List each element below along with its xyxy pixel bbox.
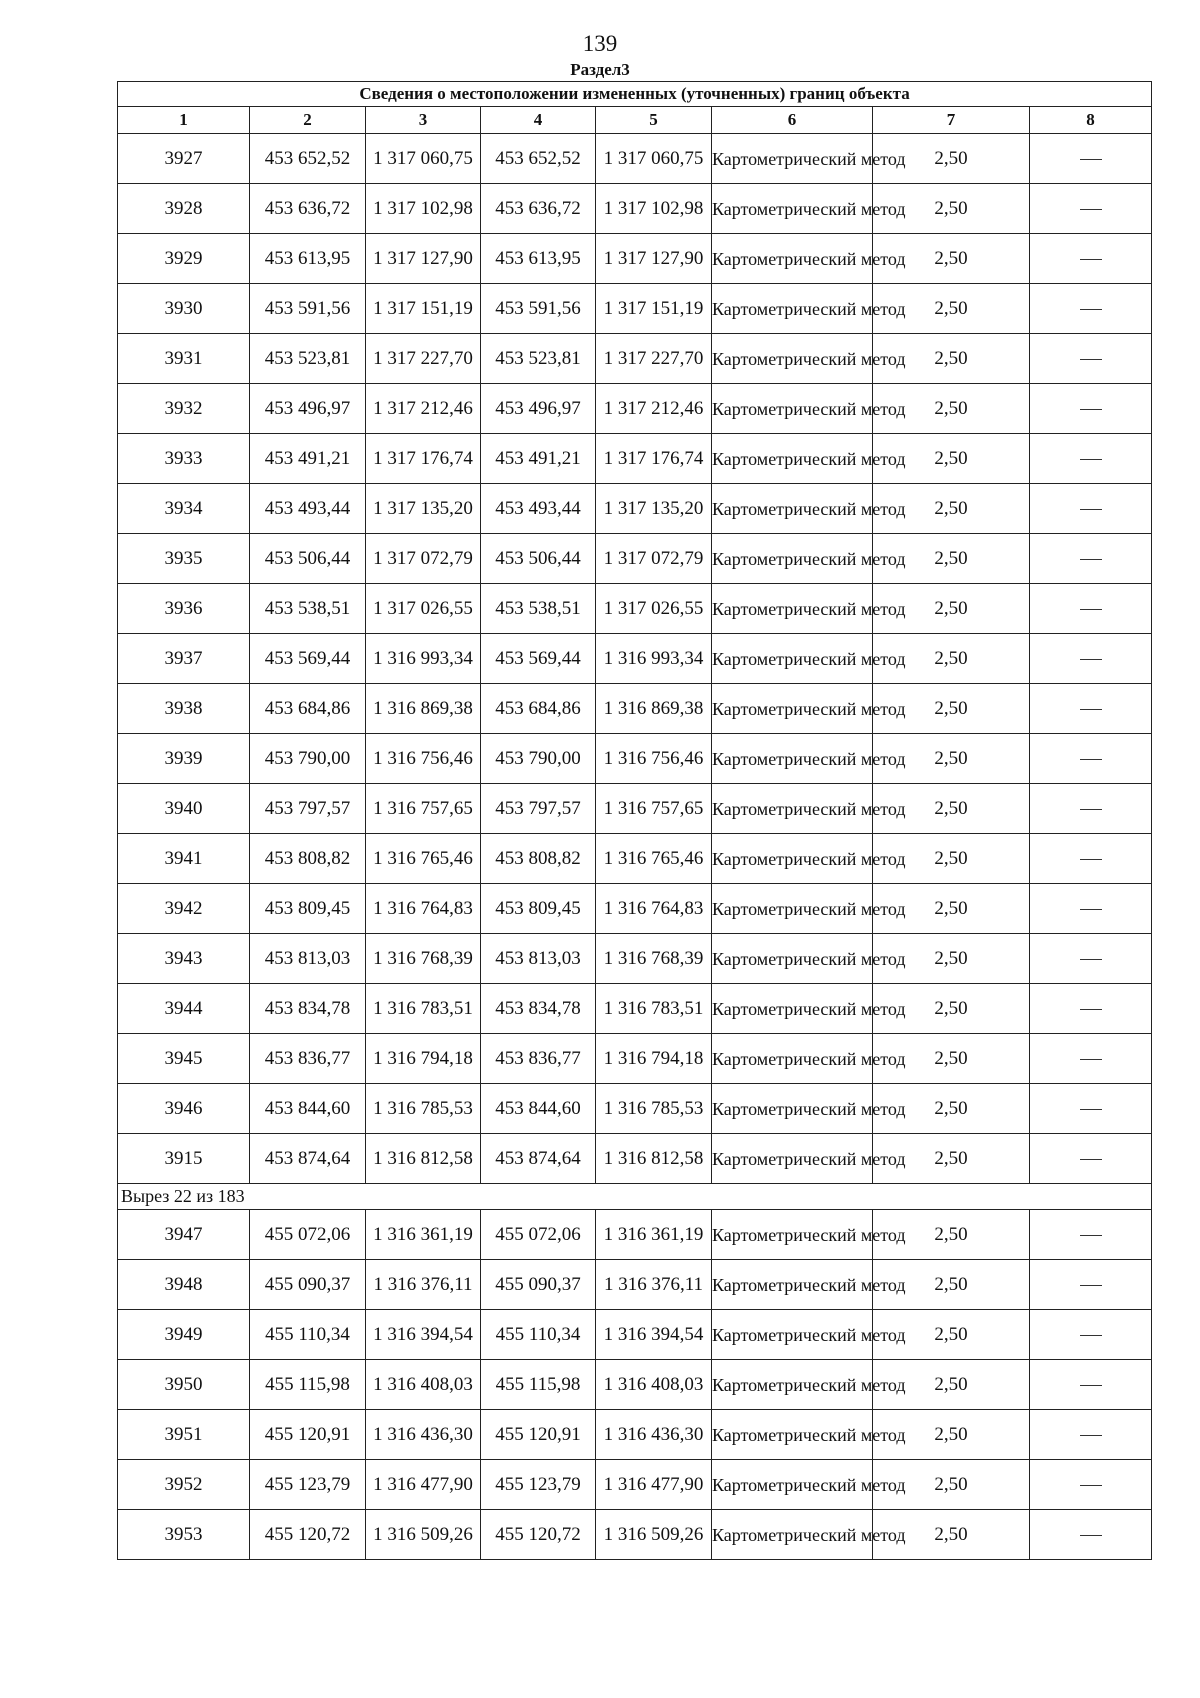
y-refined-cell: 1 316 436,30 xyxy=(596,1410,712,1460)
y-refined-cell: 1 317 176,74 xyxy=(596,434,712,484)
column-header: 4 xyxy=(481,107,596,134)
point-number-cell: 3940 xyxy=(118,784,250,834)
accuracy-cell: 2,50 xyxy=(873,1260,1030,1310)
dash-mark xyxy=(1080,709,1102,710)
y-refined-cell: 1 317 151,19 xyxy=(596,284,712,334)
x-existing-cell: 455 110,34 xyxy=(250,1310,366,1360)
table-row xyxy=(118,1210,1152,1260)
point-number-cell: 3931 xyxy=(118,334,250,384)
y-existing-cell: 1 316 361,19 xyxy=(366,1210,481,1260)
table-row xyxy=(118,1034,1152,1084)
description-cell xyxy=(1030,784,1152,834)
x-existing-cell: 453 652,52 xyxy=(250,134,366,184)
point-number-cell: 3939 xyxy=(118,734,250,784)
method-cell: Картометрический метод xyxy=(712,1410,873,1460)
accuracy-cell: 2,50 xyxy=(873,1510,1030,1560)
description-cell xyxy=(1030,1410,1152,1460)
column-header: 3 xyxy=(366,107,481,134)
method-cell: Картометрический метод xyxy=(712,134,873,184)
method-cell: Картометрический метод xyxy=(712,1210,873,1260)
table-row xyxy=(118,184,1152,234)
description-cell xyxy=(1030,834,1152,884)
accuracy-cell: 2,50 xyxy=(873,1034,1030,1084)
point-number-cell: 3930 xyxy=(118,284,250,334)
description-cell xyxy=(1030,684,1152,734)
y-refined-cell: 1 316 812,58 xyxy=(596,1134,712,1184)
description-cell xyxy=(1030,434,1152,484)
x-existing-cell: 453 496,97 xyxy=(250,384,366,434)
point-number-cell: 3936 xyxy=(118,584,250,634)
accuracy-cell: 2,50 xyxy=(873,934,1030,984)
dash-mark xyxy=(1080,359,1102,360)
y-refined-cell: 1 316 757,65 xyxy=(596,784,712,834)
accuracy-cell: 2,50 xyxy=(873,784,1030,834)
y-existing-cell: 1 316 408,03 xyxy=(366,1360,481,1410)
method-cell: Картометрический метод xyxy=(712,784,873,834)
point-number-cell: 3943 xyxy=(118,934,250,984)
y-existing-cell: 1 316 869,38 xyxy=(366,684,481,734)
y-refined-cell: 1 317 127,90 xyxy=(596,234,712,284)
accuracy-cell: 2,50 xyxy=(873,1360,1030,1410)
accuracy-cell: 2,50 xyxy=(873,434,1030,484)
y-existing-cell: 1 317 060,75 xyxy=(366,134,481,184)
dash-mark xyxy=(1080,1159,1102,1160)
point-number-cell: 3947 xyxy=(118,1210,250,1260)
y-existing-cell: 1 317 072,79 xyxy=(366,534,481,584)
table-row xyxy=(118,884,1152,934)
point-number-cell: 3949 xyxy=(118,1310,250,1360)
x-refined-cell: 453 684,86 xyxy=(481,684,596,734)
description-cell xyxy=(1030,484,1152,534)
table-row xyxy=(118,334,1152,384)
y-existing-cell: 1 317 026,55 xyxy=(366,584,481,634)
accuracy-cell: 2,50 xyxy=(873,1210,1030,1260)
dash-mark xyxy=(1080,859,1102,860)
column-header: 8 xyxy=(1030,107,1152,134)
x-refined-cell: 455 090,37 xyxy=(481,1260,596,1310)
y-existing-cell: 1 316 785,53 xyxy=(366,1084,481,1134)
table-row xyxy=(118,1460,1152,1510)
x-refined-cell: 453 613,95 xyxy=(481,234,596,284)
point-number-cell: 3938 xyxy=(118,684,250,734)
point-number-cell: 3934 xyxy=(118,484,250,534)
x-refined-cell: 453 790,00 xyxy=(481,734,596,784)
method-cell: Картометрический метод xyxy=(712,334,873,384)
description-cell xyxy=(1030,934,1152,984)
method-cell: Картометрический метод xyxy=(712,1510,873,1560)
method-cell: Картометрический метод xyxy=(712,1460,873,1510)
x-existing-cell: 453 874,64 xyxy=(250,1134,366,1184)
description-cell xyxy=(1030,584,1152,634)
y-refined-cell: 1 317 102,98 xyxy=(596,184,712,234)
method-cell: Картометрический метод xyxy=(712,834,873,884)
x-existing-cell: 453 844,60 xyxy=(250,1084,366,1134)
method-cell: Картометрический метод xyxy=(712,184,873,234)
dash-mark xyxy=(1080,1285,1102,1286)
x-existing-cell: 453 613,95 xyxy=(250,234,366,284)
x-refined-cell: 455 115,98 xyxy=(481,1360,596,1410)
method-cell: Картометрический метод xyxy=(712,1260,873,1310)
x-existing-cell: 453 809,45 xyxy=(250,884,366,934)
x-existing-cell: 453 797,57 xyxy=(250,784,366,834)
y-existing-cell: 1 316 477,90 xyxy=(366,1460,481,1510)
cutout-label: Вырез 22 из 183 xyxy=(118,1184,1152,1210)
x-refined-cell: 453 636,72 xyxy=(481,184,596,234)
description-cell xyxy=(1030,184,1152,234)
table-row xyxy=(118,1360,1152,1410)
y-existing-cell: 1 316 509,26 xyxy=(366,1510,481,1560)
y-existing-cell: 1 316 764,83 xyxy=(366,884,481,934)
dash-mark xyxy=(1080,509,1102,510)
point-number-cell: 3951 xyxy=(118,1410,250,1460)
description-cell xyxy=(1030,334,1152,384)
x-existing-cell: 455 120,91 xyxy=(250,1410,366,1460)
table-row xyxy=(118,734,1152,784)
dash-mark xyxy=(1080,1109,1102,1110)
x-existing-cell: 455 123,79 xyxy=(250,1460,366,1510)
point-number-cell: 3952 xyxy=(118,1460,250,1510)
y-refined-cell: 1 316 509,26 xyxy=(596,1510,712,1560)
method-cell: Картометрический метод xyxy=(712,484,873,534)
x-existing-cell: 453 523,81 xyxy=(250,334,366,384)
description-cell xyxy=(1030,134,1152,184)
x-existing-cell: 453 834,78 xyxy=(250,984,366,1034)
table-row xyxy=(118,434,1152,484)
x-existing-cell: 453 491,21 xyxy=(250,434,366,484)
method-cell: Картометрический метод xyxy=(712,984,873,1034)
accuracy-cell: 2,50 xyxy=(873,484,1030,534)
y-refined-cell: 1 316 394,54 xyxy=(596,1310,712,1360)
y-refined-cell: 1 316 765,46 xyxy=(596,834,712,884)
y-refined-cell: 1 316 477,90 xyxy=(596,1460,712,1510)
y-existing-cell: 1 316 376,11 xyxy=(366,1260,481,1310)
x-refined-cell: 453 538,51 xyxy=(481,584,596,634)
y-existing-cell: 1 316 757,65 xyxy=(366,784,481,834)
description-cell xyxy=(1030,634,1152,684)
y-refined-cell: 1 317 026,55 xyxy=(596,584,712,634)
y-existing-cell: 1 316 783,51 xyxy=(366,984,481,1034)
x-refined-cell: 453 809,45 xyxy=(481,884,596,934)
accuracy-cell: 2,50 xyxy=(873,684,1030,734)
point-number-cell: 3937 xyxy=(118,634,250,684)
x-refined-cell: 453 808,82 xyxy=(481,834,596,884)
description-cell xyxy=(1030,1084,1152,1134)
x-existing-cell: 453 569,44 xyxy=(250,634,366,684)
description-cell xyxy=(1030,1510,1152,1560)
x-refined-cell: 455 072,06 xyxy=(481,1210,596,1260)
accuracy-cell: 2,50 xyxy=(873,734,1030,784)
x-refined-cell: 455 120,91 xyxy=(481,1410,596,1460)
method-cell: Картометрический метод xyxy=(712,234,873,284)
y-existing-cell: 1 316 812,58 xyxy=(366,1134,481,1184)
table-row xyxy=(118,384,1152,434)
table-row xyxy=(118,834,1152,884)
y-refined-cell: 1 317 072,79 xyxy=(596,534,712,584)
point-number-cell: 3946 xyxy=(118,1084,250,1134)
method-cell: Картометрический метод xyxy=(712,634,873,684)
method-cell: Картометрический метод xyxy=(712,1034,873,1084)
dash-mark xyxy=(1080,1385,1102,1386)
accuracy-cell: 2,50 xyxy=(873,884,1030,934)
accuracy-cell: 2,50 xyxy=(873,1134,1030,1184)
x-existing-cell: 453 684,86 xyxy=(250,684,366,734)
table-caption: Сведения о местоположении измененных (уточненных) границ объекта xyxy=(118,82,1152,107)
column-header: 2 xyxy=(250,107,366,134)
dash-mark xyxy=(1080,1485,1102,1486)
accuracy-cell: 2,50 xyxy=(873,984,1030,1034)
x-refined-cell: 453 652,52 xyxy=(481,134,596,184)
method-cell: Картометрический метод xyxy=(712,534,873,584)
accuracy-cell: 2,50 xyxy=(873,234,1030,284)
y-refined-cell: 1 316 756,46 xyxy=(596,734,712,784)
y-refined-cell: 1 316 794,18 xyxy=(596,1034,712,1084)
table-row xyxy=(118,234,1152,284)
column-header: 1 xyxy=(118,107,250,134)
point-number-cell: 3927 xyxy=(118,134,250,184)
x-refined-cell: 455 110,34 xyxy=(481,1310,596,1360)
table-row xyxy=(118,584,1152,634)
accuracy-cell: 2,50 xyxy=(873,584,1030,634)
description-cell xyxy=(1030,1210,1152,1260)
x-refined-cell: 453 797,57 xyxy=(481,784,596,834)
dash-mark xyxy=(1080,1009,1102,1010)
table-row xyxy=(118,1510,1152,1560)
y-refined-cell: 1 317 212,46 xyxy=(596,384,712,434)
x-refined-cell: 453 491,21 xyxy=(481,434,596,484)
x-existing-cell: 453 836,77 xyxy=(250,1034,366,1084)
description-cell xyxy=(1030,884,1152,934)
dash-mark xyxy=(1080,259,1102,260)
y-existing-cell: 1 316 993,34 xyxy=(366,634,481,684)
accuracy-cell: 2,50 xyxy=(873,134,1030,184)
method-cell: Картометрический метод xyxy=(712,884,873,934)
point-number-cell: 3945 xyxy=(118,1034,250,1084)
y-refined-cell: 1 316 376,11 xyxy=(596,1260,712,1310)
method-cell: Картометрический метод xyxy=(712,284,873,334)
y-refined-cell: 1 316 408,03 xyxy=(596,1360,712,1410)
y-existing-cell: 1 317 127,90 xyxy=(366,234,481,284)
method-cell: Картометрический метод xyxy=(712,1310,873,1360)
cutout-row xyxy=(118,1184,1152,1210)
x-existing-cell: 455 120,72 xyxy=(250,1510,366,1560)
y-existing-cell: 1 317 135,20 xyxy=(366,484,481,534)
table-row xyxy=(118,484,1152,534)
method-cell: Картометрический метод xyxy=(712,434,873,484)
accuracy-cell: 2,50 xyxy=(873,384,1030,434)
y-refined-cell: 1 317 060,75 xyxy=(596,134,712,184)
x-existing-cell: 453 636,72 xyxy=(250,184,366,234)
x-existing-cell: 453 493,44 xyxy=(250,484,366,534)
dash-mark xyxy=(1080,809,1102,810)
y-refined-cell: 1 317 135,20 xyxy=(596,484,712,534)
x-refined-cell: 453 874,64 xyxy=(481,1134,596,1184)
accuracy-cell: 2,50 xyxy=(873,1410,1030,1460)
x-existing-cell: 453 591,56 xyxy=(250,284,366,334)
x-refined-cell: 453 493,44 xyxy=(481,484,596,534)
point-number-cell: 3941 xyxy=(118,834,250,884)
x-refined-cell: 453 834,78 xyxy=(481,984,596,1034)
y-refined-cell: 1 316 869,38 xyxy=(596,684,712,734)
dash-mark xyxy=(1080,559,1102,560)
dash-mark xyxy=(1080,309,1102,310)
method-cell: Картометрический метод xyxy=(712,1134,873,1184)
x-refined-cell: 453 844,60 xyxy=(481,1084,596,1134)
description-cell xyxy=(1030,1310,1152,1360)
column-header-row xyxy=(118,107,1152,134)
x-refined-cell: 455 123,79 xyxy=(481,1460,596,1510)
dash-mark xyxy=(1080,1535,1102,1536)
table-row xyxy=(118,134,1152,184)
y-existing-cell: 1 317 212,46 xyxy=(366,384,481,434)
y-refined-cell: 1 316 993,34 xyxy=(596,634,712,684)
column-header: 7 xyxy=(873,107,1030,134)
x-refined-cell: 453 813,03 xyxy=(481,934,596,984)
method-cell: Картометрический метод xyxy=(712,734,873,784)
description-cell xyxy=(1030,984,1152,1034)
method-cell: Картометрический метод xyxy=(712,1360,873,1410)
dash-mark xyxy=(1080,909,1102,910)
table-row xyxy=(118,684,1152,734)
table-row xyxy=(118,1134,1152,1184)
table-row xyxy=(118,534,1152,584)
method-cell: Картометрический метод xyxy=(712,934,873,984)
accuracy-cell: 2,50 xyxy=(873,834,1030,884)
y-existing-cell: 1 317 176,74 xyxy=(366,434,481,484)
description-cell xyxy=(1030,284,1152,334)
y-existing-cell: 1 317 102,98 xyxy=(366,184,481,234)
accuracy-cell: 2,50 xyxy=(873,334,1030,384)
point-number-cell: 3935 xyxy=(118,534,250,584)
y-existing-cell: 1 316 756,46 xyxy=(366,734,481,784)
dash-mark xyxy=(1080,459,1102,460)
column-header: 6 xyxy=(712,107,873,134)
page-number: 139 xyxy=(582,31,618,56)
y-existing-cell: 1 316 436,30 xyxy=(366,1410,481,1460)
dash-mark xyxy=(1080,959,1102,960)
point-number-cell: 3953 xyxy=(118,1510,250,1560)
point-number-cell: 3948 xyxy=(118,1260,250,1310)
method-cell: Картометрический метод xyxy=(712,1084,873,1134)
x-refined-cell: 453 836,77 xyxy=(481,1034,596,1084)
x-existing-cell: 453 790,00 xyxy=(250,734,366,784)
x-refined-cell: 453 506,44 xyxy=(481,534,596,584)
accuracy-cell: 2,50 xyxy=(873,634,1030,684)
x-existing-cell: 453 538,51 xyxy=(250,584,366,634)
accuracy-cell: 2,50 xyxy=(873,1084,1030,1134)
y-refined-cell: 1 317 227,70 xyxy=(596,334,712,384)
accuracy-cell: 2,50 xyxy=(873,1460,1030,1510)
x-refined-cell: 455 120,72 xyxy=(481,1510,596,1560)
table-row xyxy=(118,1260,1152,1310)
description-cell xyxy=(1030,734,1152,784)
description-cell xyxy=(1030,234,1152,284)
x-refined-cell: 453 496,97 xyxy=(481,384,596,434)
y-refined-cell: 1 316 361,19 xyxy=(596,1210,712,1260)
description-cell xyxy=(1030,534,1152,584)
point-number-cell: 3950 xyxy=(118,1360,250,1410)
y-existing-cell: 1 316 394,54 xyxy=(366,1310,481,1360)
point-number-cell: 3928 xyxy=(118,184,250,234)
dash-mark xyxy=(1080,1435,1102,1436)
method-cell: Картометрический метод xyxy=(712,684,873,734)
point-number-cell: 3942 xyxy=(118,884,250,934)
table-row xyxy=(118,1310,1152,1360)
accuracy-cell: 2,50 xyxy=(873,534,1030,584)
dash-mark xyxy=(1080,609,1102,610)
y-existing-cell: 1 316 794,18 xyxy=(366,1034,481,1084)
dash-mark xyxy=(1080,159,1102,160)
table-row xyxy=(118,784,1152,834)
point-number-cell: 3944 xyxy=(118,984,250,1034)
dash-mark xyxy=(1080,1235,1102,1236)
point-number-cell: 3915 xyxy=(118,1134,250,1184)
table-row xyxy=(118,284,1152,334)
dash-mark xyxy=(1080,409,1102,410)
x-existing-cell: 453 813,03 xyxy=(250,934,366,984)
dash-mark xyxy=(1080,1059,1102,1060)
dash-mark xyxy=(1080,209,1102,210)
y-refined-cell: 1 316 764,83 xyxy=(596,884,712,934)
dash-mark xyxy=(1080,1335,1102,1336)
description-cell xyxy=(1030,1034,1152,1084)
point-number-cell: 3933 xyxy=(118,434,250,484)
table-row xyxy=(118,634,1152,684)
y-refined-cell: 1 316 785,53 xyxy=(596,1084,712,1134)
column-header: 5 xyxy=(596,107,712,134)
boundary-coordinates-table xyxy=(117,81,1152,1560)
x-existing-cell: 455 072,06 xyxy=(250,1210,366,1260)
x-refined-cell: 453 523,81 xyxy=(481,334,596,384)
description-cell xyxy=(1030,384,1152,434)
dash-mark xyxy=(1080,659,1102,660)
point-number-cell: 3929 xyxy=(118,234,250,284)
y-existing-cell: 1 317 227,70 xyxy=(366,334,481,384)
description-cell xyxy=(1030,1460,1152,1510)
x-existing-cell: 455 115,98 xyxy=(250,1360,366,1410)
accuracy-cell: 2,50 xyxy=(873,184,1030,234)
x-refined-cell: 453 569,44 xyxy=(481,634,596,684)
x-existing-cell: 453 506,44 xyxy=(250,534,366,584)
table-row xyxy=(118,984,1152,1034)
point-number-cell: 3932 xyxy=(118,384,250,434)
x-existing-cell: 453 808,82 xyxy=(250,834,366,884)
x-refined-cell: 453 591,56 xyxy=(481,284,596,334)
table-row xyxy=(118,1084,1152,1134)
accuracy-cell: 2,50 xyxy=(873,284,1030,334)
description-cell xyxy=(1030,1260,1152,1310)
dash-mark xyxy=(1080,759,1102,760)
table-row xyxy=(118,934,1152,984)
section-title: Раздел3 xyxy=(570,60,630,79)
y-existing-cell: 1 316 765,46 xyxy=(366,834,481,884)
method-cell: Картометрический метод xyxy=(712,384,873,434)
y-existing-cell: 1 316 768,39 xyxy=(366,934,481,984)
table-row xyxy=(118,1410,1152,1460)
table-body xyxy=(118,134,1152,1560)
method-cell: Картометрический метод xyxy=(712,584,873,634)
accuracy-cell: 2,50 xyxy=(873,1310,1030,1360)
y-refined-cell: 1 316 783,51 xyxy=(596,984,712,1034)
description-cell xyxy=(1030,1134,1152,1184)
x-existing-cell: 455 090,37 xyxy=(250,1260,366,1310)
description-cell xyxy=(1030,1360,1152,1410)
y-refined-cell: 1 316 768,39 xyxy=(596,934,712,984)
y-existing-cell: 1 317 151,19 xyxy=(366,284,481,334)
